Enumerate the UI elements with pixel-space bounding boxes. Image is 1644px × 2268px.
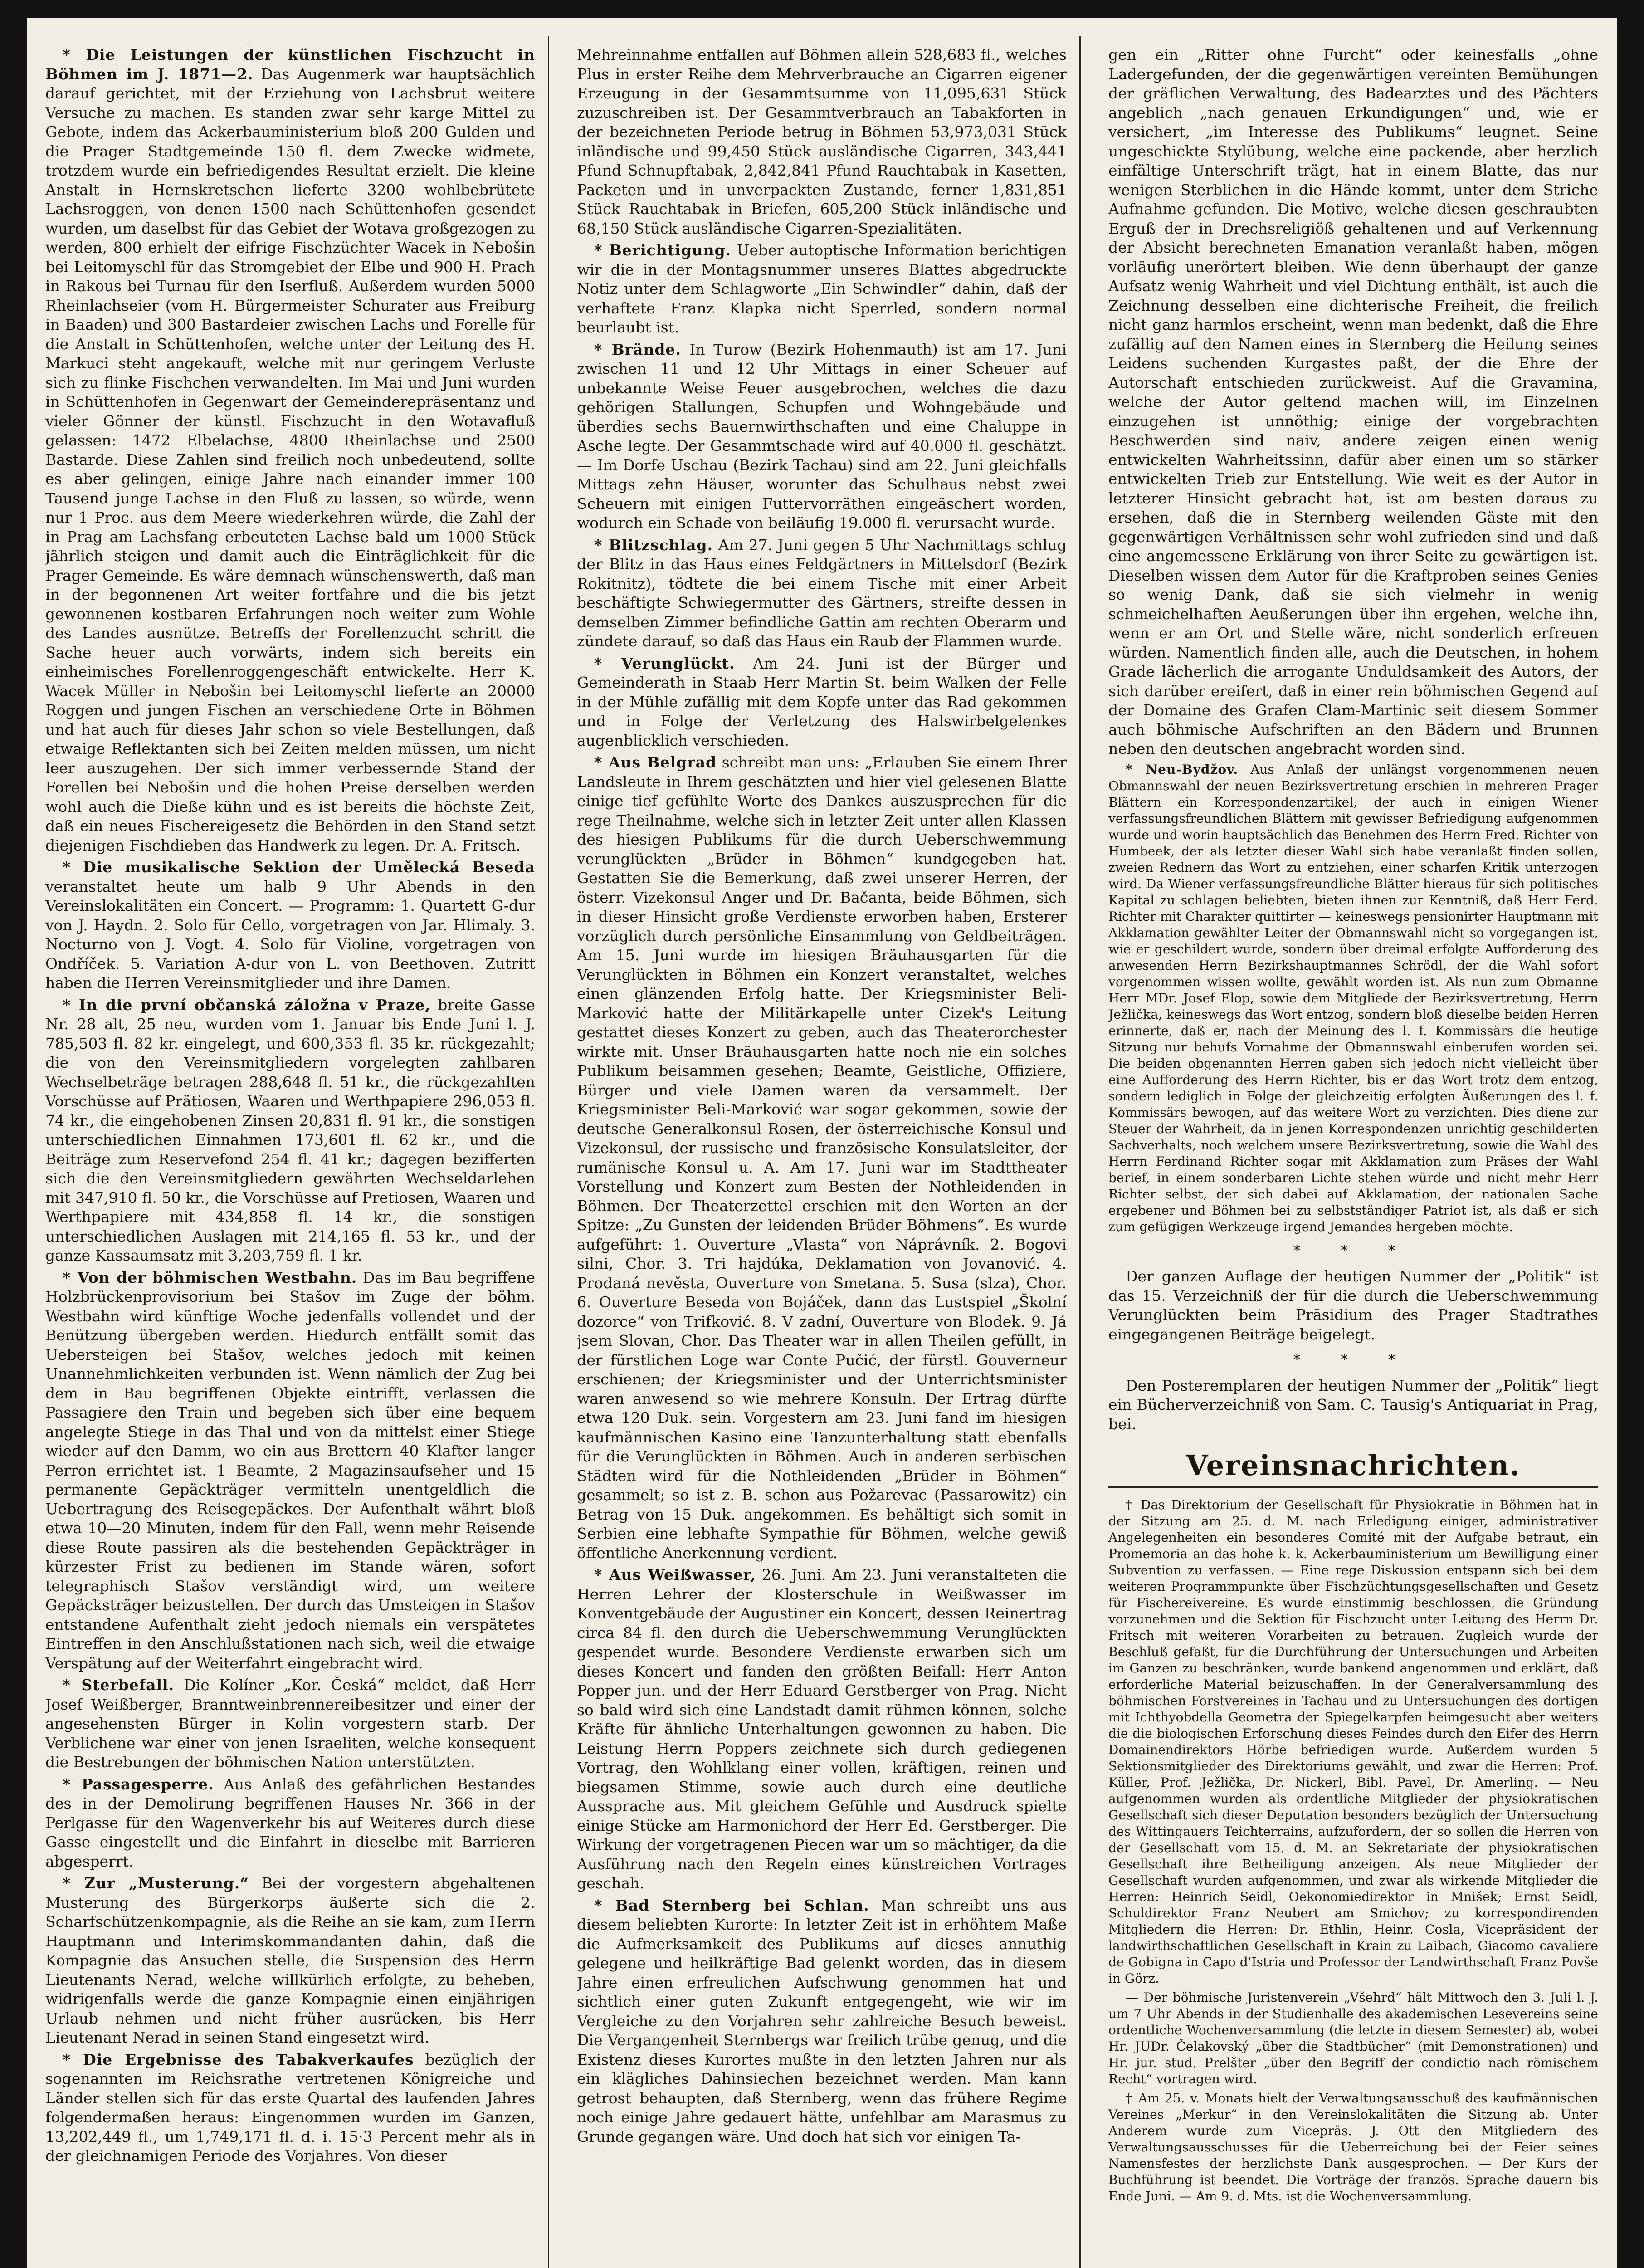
- article-heading: * Die Ergebnisse des Tabakverkaufes: [63, 2050, 414, 2068]
- article-neu-bydzov: [1108, 762, 1598, 1235]
- article-westbahn: [45, 1268, 535, 1673]
- article-heading: * Die Leistungen der künstlichen Fischzucht in Böhmen im J. 1871—2.: [45, 46, 535, 83]
- article-text: † Das Direktorium der Gesellschaft für Physiokratie in Böhmen hat in der Sitzung am 25. d. M. nach Erledigung einiger, administrativer Angelegenheiten ein besonderes Comité mit der Aufgabe betraut, ein Promemoria an das hohe k. k. Ackerbauministerium um Bewilligung einer Subvention zu verfassen. — Eine rege Diskussion entspann sich bei dem weiteren Programmpunkte über Fischzüchtungsgesellschaften und Gesetz für Fischereivereine. Es wurde einstimmig beschlossen, die Gründung vorzunehmen und die Sektion für Fischzucht unter Leitung des Herrn Dr. Fritsch mit weiteren Vorarbeiten zu betrauen. Zugleich wurde der Beschluß gefaßt, für die Durchführung der Untersuchungen und Arbeiten im Ganzen zu beschränken, wurde bankend angenommen und erklärt, daß erforderliche Material beizuschaffen. In der Generalversammlung des böhmischen Forstvereines in Tachau und zu Untersuchungen des dortigen mit Ichthyobdella Geometra der Spiegelkarpfen heimgesucht aber weiters die die biologischen Erforschung dieses Feindes durch den Eifer des Herrn Domainendirektors Hörbe befriedigen wurde. Außerdem wurden 5 Sektionsmitglieder des Direktoriums gewählt, und zwar die Herren: Prof. Küller, Prof. Ježlička, Dr. Nickerl, Bibl. Pavel, Dr. Amerling. — Neu aufgenommen wurden als ordentliche Mitglieder der physiokratischen Gesellschaft sich dieser Deputation besonders bezüglich der Untersuchung des Wittingauers Teichterrains, aufzufordern, der so sollen die Herren von der Gesellschaft vom 15. d. M. an Sekretariate der physiokratischen Gesellschaft ihre Betheiligung anzeigen. Als neue Mitglieder der Gesellschaft wurden aufgenommen, und zwar als wirkende Mitglieder die Herren: Heinrich Seidl, Oekonomiedirektor in Mnišek; Ernst Seidl, Schuldirektor Franz Neubert am Smichov; zu korrespondirenden Mitgliedern die Herren: Dr. Ethlin, Heinr. Cosla, Vicepräsident der landwirthschaftlichen Gesellschaft in Krain zu Laibach, Giacomo cavaliere de Gobigna in Capo d'Istria und Professor der Landwirthschaft Franz Povše in Görz.: [1108, 1497, 1598, 1986]
- article-sternberg-cont: [1108, 45, 1598, 759]
- notice-text: Den Posteremplaren der heutigen Nummer der „Politik“ liegt ein Bücherverzeichniß von Sam. C. Tausig's Antiquariat in Prag, bei.: [1108, 1376, 1598, 1433]
- article-berichtigung: [577, 241, 1067, 337]
- article-belgrad: [577, 753, 1067, 1563]
- article-text: Aus Anlaß des gefährlichen Bestandes des in der Demolirung begriffenen Hauses Nr. 366 in der Perlgasse für den Wagenverkehr bis auf Weiteres durch diese Gasse eingestellt und die Einfahrt in dieselbe mit Barrieren abgesperrt.: [45, 1775, 535, 1870]
- article-heading: * Aus Weißwasser,: [594, 1566, 756, 1584]
- article-text: Bei der vorgestern abgehaltenen Musterung des Bürgerkorps äußerte sich die 2. Scharfschützenkompagnie, als die Reihe an sie kam, zum Herrn Hauptmann und Interimskommandanten dahin, daß die Kompagnie das Ansuchen stelle, die Suspension des Herrn Lieutenants Nerad, welche willkürlich erfolgte, zu beheben, widrigenfalls werde die ganze Kompagnie einen einjährigen Urlaub nehmen und nicht früher ausrücken, bis Herr Lieutenant Nerad in seinen Stand eingesetzt wird.: [45, 1874, 535, 2046]
- article-tabakverkauf-cont: [577, 45, 1067, 238]
- article-text: In Turow (Bezirk Hohenmauth) ist am 17. Juni zwischen 11 und 12 Uhr Mittags in einer Scheuer auf unbekannte Weise Feuer ausgebrochen, welches die dazu gehörigen Stallungen, Schupfen und Wohngebäude und überdies sechs Bauernwirthschaften und eine Chaluppe in Asche legte. Der Gesammtschade wird auf 40.000 fl. geschätzt. — Im Dorfe Uschau (Bezirk Tachau) sind am 22. Juni gleichfalls Mittags zehn Häuser, worunter das Schulhaus nebst zwei Scheuern mit einigen Futtervorräthen eingeäschert worden, wodurch ein Schade von beiläufig 19.000 fl. verursacht wurde.: [577, 340, 1067, 532]
- article-merkur: [1108, 2090, 1598, 2204]
- article-verunglueckt: [577, 654, 1067, 751]
- article-text: Am 27. Juni gegen 5 Uhr Nachmittags schlug der Blitz in das Haus eines Feldgärtners in Mittelsdorf (Bezirk Rokitnitz), tödtete die bei einem Tische mit einer Arbeit beschäftigte Schwiegermutter des Gärtners, streifte dessen in demselben Zimmer befindliche Gattin am rechten Oberarm und zündete darauf, so daß das Haus ein Raub der Flammen wurde.: [577, 536, 1067, 650]
- article-zalozna: [45, 996, 535, 1266]
- article-text: bezüglich der sogenannten im Reichsrathe vertretenen Königreiche und Länder stellen sich für das erste Quartal des laufenden Jahres folgendermaßen heraus: Eingenommen wurden im Ganzen, 13,202,449 fl., um 1,749,171 fl. d. i. 15·3 Percent mehr als in der gleichnamigen Periode des Vorjahres. Von dieser: [45, 2050, 535, 2165]
- article-text: Ueber autoptische Information berichtigen wir die in der Montagsnummer unseres Blattes abgedruckte Notiz unter dem Schlagworte „Ein Schwindler“ dahin, daß der verhaftete Franz Klapka nicht Sperrled, sondern normal beurlaubt ist.: [577, 241, 1067, 336]
- column-1: [45, 45, 535, 2268]
- article-braende: [577, 340, 1067, 533]
- column-rule: [548, 36, 549, 2268]
- article-heading: * Berichtigung.: [594, 241, 732, 259]
- article-text: Am 24. Juni ist der Bürger und Gemeinderath in Staab Herr Martin St. beim Walken der Felle in der Mühle zufällig mit dem Kopfe unter das Rad gekommen und in Folge der Verletzung des Halswirbelgelenkes augenblicklich verschieden.: [577, 654, 1067, 749]
- article-vsehrd: [1108, 1989, 1598, 2087]
- separator-stars: * * *: [1293, 1352, 1414, 1368]
- article-text: — Der böhmische Juristenverein „Všehrd“ hält Mittwoch den 3. Juli l. J. um 7 Uhr Abends in der Studienhalle des akademischen Lesevereins seine ordentliche Wochenversammlung (die letzte in diesem Semester) ab, wobei Hr. JUDr. Čelakovský „über die Stadtbücher“ (mit Demonstrationen) und Hr. jur. stud. Prelšter „über den Begriff der condictio nach römischem Recht“ vortragen wird.: [1108, 1990, 1598, 2087]
- article-heading: * In die první občanská záložna v Praze,: [63, 996, 431, 1014]
- article-text: Die Kolíner „Kor. Česká“ meldet, daß Herr Josef Weißberger, Branntweinbrennereibesitzer und einer der angesehensten Bürger in Kolin vorgestern starb. Der Verblichene war einer von jenen Israeliten, welche konsequent die Bestrebungen der böhmischen Nation unterstützten.: [45, 1676, 535, 1771]
- article-fischzucht: [45, 45, 535, 855]
- notice-text: Der ganzen Auflage der heutigen Nummer der „Politik“ ist das 15. Verzeichniß der für die durch die Ueberschwemmung Verunglückten beim Präsidium des Prager Stadtrathes eingegangenen Beiträge beigelegt.: [1108, 1267, 1598, 1343]
- article-text: Aus Anlaß der unlängst vorgenommenen neuen Obmannswahl der neuen Bezirksvertretung erschien in mehreren Prager Blättern ein Korrespondenzartikel, der auch in einigen Wiener verfassungsfreundlichen Blättern mit gewisser Befriedigung aufgenommen wurde und worin hauptsächlich das Benehmen des Herrn Fred. Richter von Humbeek, der als letzter dieser Wahl sich habe veranlaßt finden sollen, zweien Rednern das Wort zu entziehen, einer scharfen Kritik unterzogen wird. Da Wiener verfassungsfreundliche Blätter hieraus für sich politisches Kapital zu schlagen beliebten, bieten ihnen zur Kenntniß, daß Herr Ferd. Richter mit Charakter quittirter — keineswegs pensionirter Hauptmann mit Akklamation gewählter Leiter der Obmannswahl nicht so vorgegangen ist, wie er geschildert wurde, sondern über dreimal erfolgte Aufforderung des anwesenden Herrn Bezirkshauptmannes Schrödl, der die Wahl sofort vorgenommen wissen wollte, gewählt worden ist. Als nun zum Obmanne Herr MDr. Josef Elop, sowie dem Mitgliede der Bezirksvertretung, Herrn Ježlička, keineswegs das Wort entzog, sondern bloß dieselbe beiden Herren erinnerte, daß er, nach der Meinung des l. f. Kommissärs die heutige Sitzung nur behufs Vornahme der Obmannswahl einberufen worden sei. Die beiden obgenannten Herren gaben sich jedoch nicht vielleicht über eine Aufforderung des Herrn Richter, bis er das Wort trotz dem entzog, sondern lediglich in Folge der gleichzeitig erfolgten Äußerungen des l. f. Kommissärs bewogen, auf das weitere Wort zu verzichten. Dies diene zur Steuer der Wahrheit, da in jenen Korrespondenzen unrichtig geschilderten Sachverhalts, noch welchem unsere Bezirksvertretung, sowie die Wahl des Herrn Ferdinand Richter sogar mit Akklamation zum Präses der Wahl berief, in einem sonderbaren Lichte stehen würde und nicht mehr Herr Richter selbst, der sich dabei auf Akklamation, der nationalen Sache ergebener und Böhmen bei zu selbstständiger Patriot ist, als daß er sich zum gefügigen Werkzeuge irgend Jemandes hergeben möchte.: [1108, 762, 1598, 1234]
- article-heading: * Bad Sternberg bei Schlan.: [594, 1896, 869, 1914]
- article-text: † Am 25. v. Monats hielt der Verwaltungsausschuß des kaufmännischen Vereines „Merkur“ in den Vereinslokalitäten die Sitzung ab. Unter Anderem wurde zum Vicepräs. J. Ott den Mitgliedern des Verwaltungsausschusses für die Ueberreichung bei der Feier seines Namensfestes der herzlichste Dank ausgesprochen. — Der Kurs der Buchführung ist beendet. Die Vorträge der französ. Sprache dauern bis Ende Juni. — Am 9. d. Mts. ist die Wochenversammlung.: [1108, 2091, 1598, 2204]
- article-sternberg: [577, 1896, 1067, 2147]
- article-heading: * Neu-Bydžov.: [1126, 762, 1239, 777]
- article-heading: * Sterbefall.: [63, 1676, 175, 1694]
- article-sterbefall: [45, 1676, 535, 1772]
- article-heading: * Zur „Musterung.“: [63, 1874, 249, 1892]
- article-text: Das im Bau begriffene Holzbrückenprovisorium bei Stašov im Zuge der böhm. Westbahn wird künftige Woche jedenfalls vollendet und der Benützung übergeben werden. Hiedurch entfällt somit das Uebersteigen bei Stašov, welches jedoch mit keinen Unannehmlichkeiten verbunden ist. Wenn nämlich der Zug bei dem in Bau begriffenen Objekte eintrifft, verlassen die Passagiere den Train und begeben sich über eine bequem angelegte Stiege in das Thal und von da mittelst einer Stiege wieder auf den Damm, wo ein aus Brettern 40 Klafter langer Perron errichtet ist. 1 Beamte, 2 Magazinsaufseher und 15 permanente Gepäckträger vermitteln unentgeldlich die Uebertragung des Reisegepäckes. Der Aufenthalt währt bloß etwa 10—20 Minuten, indem für den Fall, wenn mehr Reisende diese Route passiren als die bestehenden Gepäckträger in kürzester Frist zu bedienen im Stande wären, sofort telegraphisch Stašov verständigt wird, um weitere Gepäcksträger beizustellen. Der durch das Umsteigen in Stašov entstandene Aufenthalt zieht jedoch niemals ein verspätetes Eintreffen in den Anschlußstationen nach sich, weil die etwaige Verspätung auf der Weiterfahrt eingebracht wird.: [45, 1268, 535, 1672]
- article-heading: * Von der böhmischen Westbahn.: [63, 1268, 357, 1286]
- article-heading: * Aus Belgrad: [594, 753, 717, 771]
- article-heading: * Brände.: [594, 340, 681, 358]
- article-text: Das Augenmerk war hauptsächlich darauf gerichtet, mit der Erziehung von Lachsbrut weitere Versuche zu machen. Es standen zwar sehr karge Mittel zu Gebote, indem das Ackerbauministerium bloß 200 Gulden und die Prager Stadtgemeinde 150 fl. dem Zwecke widmete, trotzdem wurde ein befriedigendes Resultat erzielt. Die kleine Anstalt in Hernskretschen lieferte 3200 wohlbebrütete Lachsroggen, von denen 1500 nach Schüttenhofen gesendet wurden, um daselbst für das Gebiet der Wotava großgezogen zu werden, 800 erhielt der eifrige Fischzüchter Wacek in Nebošin bei Leitomyschl für das Stromgebiet der Elbe und 900 H. Prach in Rakous bei Turnau für den Iserfluß. Außerdem wurden 5000 Rheinlachseier (vom H. Bürgermeister Schurater aus Freiburg in Baaden) und 300 Bastardeier zwischen Lachs und Forelle für die Anstalt in Schüttenhofen, welche unter der Leitung des H. Markuci steht angekauft, welche mit nur geringem Verluste sich zu flinke Fischchen verwandelten. Im Mai und Juni wurden in Schüttenhofen in Gegenwart der Gemeinderepräsentanz und vieler Gönner der künstl. Fischzucht in den Wotavafluß gelassen: 1472 Elbelachse, 4800 Rheinlachse und 2500 Bastarde. Diese Zahlen sind freilich noch unbedeutend, sollte es aber gelingen, einige Jahre nach einander immer 100 Tausend junge Lachse in den Fluß zu lassen, so würde, wenn nur 1 Proc. aus dem Meere wiederkehren würde, die Zahl der in Prag am Lachsfang erbeuteten Lachse bald um 1000 Stück jährlich steigen und damit auch die Einträglichkeit für die Prager Gemeinde. Es wäre demnach wünschenswerth, daß man in der begonnenen Art weiter fortfahre und die bis jetzt gewonnenen kostbaren Erfahrungen noch weiter zum Wohle des Landes ausnütze. Betreffs der Forellenzucht schritt die Sache heuer auch vorwärts, indem sich bereits ein einheimisches Forellenroggengeschäft entwickelte. Herr K. Wacek Müller in Nebošin bei Leitomyschl lieferte an 20000 Roggen und jungen Fischen an verschiedene Orte in Böhmen und hat auch für dieses Jahr schon so viele Bestellungen, daß etwaige Reflektanten sich bei Zeiten melden müssen, um nicht leer auszugehen. Der sich immer verbessernde Stand der Forellen bei Nebošin und die hohen Preise derselben werden wohl auch die Dieße kühn und es ist bereits die höchste Zeit, daß ein neues Fischereigesetz die Behörden in den Stand setzt diejenigen Fischdieben das Handwerk zu legen. Dr. A. Fritsch.: [45, 65, 535, 854]
- article-passagesperre: [45, 1775, 535, 1872]
- article-text: Man schreibt uns aus diesem beliebten Kurorte: In letzter Zeit ist in erhöhtem Maße die Aufmerksamkeit des Publikums auf dieses annuthig gelegene und heilkräftige Bad gelenkt worden, das in diesem Jahre einen erfreulichen Aufschwung genommen hat und sichtlich einer guten Zukunft entgegengeht, wie wir im Vergleiche zu den Vorjahren sehr zahlreiche Besuch beweist. Die Vergangenheit Sternbergs war freilich trübe genug, und die Existenz dieses Kurortes mußte in den letzten Jahren nur als ein klägliches Dahinsiechen bezeichnet werden. Man kann getrost behaupten, daß Sternberg, wenn das frühere Regime noch einige Jahre gedauert hätte, unfehlbar am Marasmus zu Grunde gegangen wäre. Und doch hat sich vor einigen Ta-: [577, 1896, 1067, 2146]
- article-musterung: [45, 1874, 535, 2048]
- article-heading: * Die musikalische Sektion der Umělecká Beseda: [63, 858, 535, 876]
- article-tabakverkauf: [45, 2050, 535, 2166]
- article-heading: * Verunglückt.: [594, 654, 735, 672]
- article-heading: * Passagesperre.: [63, 1775, 214, 1793]
- newspaper-page: [27, 18, 1617, 2268]
- notice-buecherverzeichniss: [1108, 1376, 1598, 1434]
- section-title: Vereinsnachrichten.: [1108, 1447, 1598, 1488]
- article-physiokratie: [1108, 1497, 1598, 1987]
- article-blitzschlag: [577, 536, 1067, 651]
- separator-stars: * * *: [1293, 1242, 1414, 1259]
- article-heading: * Blitzschlag.: [594, 536, 713, 554]
- article-weisswasser: [577, 1565, 1067, 1893]
- article-text: schreibt man uns: „Erlauben Sie einem Ihrer Landsleute in Ihrem geschätzten und hier viel gelesenen Blatte einige tief gefühlte Worte des Dankes auszusprechen für die rege Theilnahme, welche sich in letzter Zeit unter allen Klassen des hiesigen Publikums für die durch Ueberschwemmung verunglückten „Brüder in Böhmen“ kundgegeben hat. Gestatten Sie die Bemerkung, daß zwei unserer Herren, der österr. Vizekonsul Anger und Dr. Bačanta, beide Böhmen, sich in dieser Hinsicht große Verdienste erworben haben, Ersterer vorzüglich durch persönliche Einsammlung von Geldbeiträgen. Am 15. Juni wurde im hiesigen Bräuhausgarten für die Verunglückten in Böhmen ein Konzert veranstaltet, welches einen glänzenden Erfolg hatte. Der Kriegsminister Beli-Marković hatte der Militärkapelle unter Cizek's Leitung gestattet dieses Konzert zu geben, auch das Theaterorchester wirkte mit. Unser Bräuhausgarten hatte noch nie ein solches Publikum beisammen gesehen; Beamte, Geistliche, Offiziere, Bürger und viele Damen waren da versammelt. Der Kriegsminister Beli-Marković war sogar gekommen, sowie der deutsche Generalkonsul Rosen, der österreichische Konsul und Vizekonsul, der russische und französische Konsulatsleiter, der rumänische Konsul u. A. Am 17. Juni war im Stadttheater Vorstellung und Konzert zum Besten der Nothleidenden in Böhmen. Der Theaterzettel erschien mit den Worten an der Spitze: „Zu Gunsten der leidenden Brüder Böhmens“. Es wurde aufgeführt: 1. Ouverture „Vlasta“ von Náprávník. 2. Bogovi silni, Chor. 3. Tri hajdúka, Deklamation von Jovanović. 4. Prodaná nevěsta, Ouverture von Smetana. 5. Susa (slza), Chor. 6. Ouverture Beseda von Bojáček, dann das Lustspiel „Školní dozorce“ von Trifković. 8. V zadní, Ouverture von Blodek. 9. Já jsem Slovan, Chor. Das Theater war in allen Theilen gefüllt, in der fürstlichen Loge war Conte Pučić, der fürstl. Gouverneur erschienen; der Kriegsminister und der Unterrichtsminister waren anwesend so wie mehrere Konsuln. Der Ertrag dürfte etwa 120 Duk. sein. Vorgestern am 23. Juni fand im hiesigen kaufmännischen Kasino eine Tanzunterhaltung statt ebenfalls für die Verunglückten in Böhmen. Auch in anderen serbischen Städten wird für die Nothleidenden „Brüder in Böhmen“ gesammelt; so ist z. B. schon aus Požarevac (Passarowitz) ein Betrag von 15 Duk. angekommen. Es behältigt sich somit in Serbien eine lebhafte Sympathie für Böhmen, welche gewiß öffentliche Anerkennung verdient.: [577, 753, 1067, 1562]
- article-text: breite Gasse Nr. 28 alt, 25 neu, wurden vom 1. Januar bis Ende Juni l. J. 785,503 fl. 82 kr. eingelegt, und 600,353 fl. 35 kr. rückgezahlt; die von den Vereinsmitgliedern vorgelegten zahlbaren Wechselbeträge betragen 288,648 fl. 51 kr., die rückgezahlten Vorschüsse auf Prätiosen, Waaren und Werthpapiere 296,053 fl. 74 kr., die eingehobenen Zinsen 20,831 fl. 91 kr., die sonstigen unterschiedlichen Einnahmen 173,601 fl. 62 kr., und die Beiträge zum Reservefond 254 fl. 41 kr.; dagegen bezifferten sich die den Vereinsmitgliedern gewährten Wechseldarlehen mit 347,910 fl. 50 kr., die Vorschüsse auf Pretiosen, Waaren und Werthpapiere mit 434,858 fl. 14 kr., die sonstigen unterschiedlichen Auslagen mit 214,165 fl. 53 kr., und der ganze Kassaumsatz mit 3,203,759 fl. 1 kr.: [45, 996, 535, 1264]
- column-2: [577, 45, 1067, 2268]
- article-text: Mehreinnahme entfallen auf Böhmen allein 528,683 fl., welches Plus in erster Reihe dem Mehrverbrauche an Cigarren eigener Erzeugung in der Gesammtsumme von 11,095,631 Stück zuzuschreiben ist. Der Gesammtverbrauch an Tabakforten in der bezeichneten Periode betrug in Böhmen 53,973,031 Stück inländische und 99,450 Stück ausländische Cigarren, 343,441 Pfund Schnupftabak, 2,842,841 Pfund Rauchtabak in Kasetten, Packeten und in unverpackten Zustande, ferner 1,831,851 Stück Rauchtabak in Briefen, 605,200 Stück inländische und 68,150 Stück ausländische Cigarren-Spezialitäten.: [577, 46, 1067, 237]
- article-musikalische-sektion: [45, 858, 535, 993]
- column-rule: [1079, 36, 1081, 2268]
- article-text: 26. Juni. Am 23. Juni veranstalteten die Herren Lehrer der Klosterschule in Weißwasser im Konventgebäude der Augustiner ein Koncert, dessen Reinertrag circa 84 fl. den durch die Ueberschwemmung Verunglückten gespendet wurde. Besondere Verdienste erwarben sich um dieses Koncert und fanden den größten Beifall: Herr Anton Popper jun. und der Herr Eduard Gerstberger von Prag. Nicht so bald wird sich eine Landstadt damit rühmen können, solche Kräfte für ähnliche Unterhaltungen gewonnen zu haben. Die Leistung Herrn Poppers zeichnete sich durch gediegenen Vortrag, den Wohlklang einer vollen, kräftigen, reinen und biegsamen Stimme, sowie auch durch eine deutliche Aussprache aus. Mit gleichem Gefühle und Ausdruck spielte einige Stücke am Harmonichord der Herr Ed. Gerstberger. Die Wirkung der vorgetragenen Piecen war um so mächtiger, da die Ausführung nach den Regeln eines künstreichen Vortrages geschah.: [577, 1566, 1067, 1892]
- article-text: gen ein „Ritter ohne Furcht“ oder keinesfalls „ohne Ladergefunden, der die gegenwärtigen vereinten Bemühungen der gräflichen Verwaltung, des Badearztes und des Pächters angeblich „nach genauen Erkundigungen“ und, wie er versichert, „im Interesse des Publikums“ leugnet. Seine ungeschickte Stylübung, welche eine packende, aber herzlich einfältige Unterschrift trägt, hat in einem Blatte, das nur wenigen Sterblichen in die Hände kommt, unter dem Striche Aufnahme gefunden. Die Motive, welche diesen geschraubten Erguß der in Drechsreligiöß gehaltenen und auf Verkennung der Absicht berechneten Emanation veranlaßt haben, mögen vorläufig unerörtert bleiben. Wie denn überhaupt der ganze Aufsatz wenig Wahrheit und viel Dichtung enthält, ist auch die Zeichnung desselben eine dichterische Freiheit, die freilich nicht ganz harmlos erscheint, wenn man bedenkt, daß die Ehre zufällig auf den Namen eines in Sternberg die Heilung seines Leidens suchenden Kurgastes paßt, der die Ehre der Autorschaft entschieden zurückweist. Auf die Gravamina, welche der Autor geltend machen will, im Einzelnen einzugehen ist unnöthig; einige der vorgebrachten Beschwerden sind naiv, andere zeigen einen wenig entwickelten Wahrheitssinn, dafür aber einen um so stärker entwickelten Trieb zur Entstellung. Wie weit es der Autor in letzterer Hinsicht gebracht hat, ist am besten daraus zu ersehen, daß die in Sternberg weilenden Gäste mit den gegenwärtigen Verhältnissen sehr wohl zufrieden sind und daß eine angemessene Erklärung von ihrer Seite zu gewärtigen ist. Dieselben wissen dem Autor für die Kraftproben seines Genies so wenig Dank, daß sie sich vielmehr in wenig schmeichelhaften Aeußerungen über ihn ergehen, welche ihn, wenn er am Ort und Stelle wäre, nicht sonderlich erfreuen würden. Namentlich finden alle, auch die Deutschen, in hohem Grade lächerlich die arrogante Unduldsamkeit des Autors, der sich darüber ereifert, daß in einer rein böhmischen Gegend auf der Domaine des Grafen Clam-Martinic seit diesem Sommer auch böhmische Aufschriften an den Bädern und Brunnen neben den deutschen angebracht worden sind.: [1108, 46, 1598, 758]
- notice-verzeichniss: [1108, 1267, 1598, 1344]
- column-3: [1108, 45, 1598, 2268]
- article-text: veranstaltet heute um halb 9 Uhr Abends in den Vereinslokalitäten ein Concert. — Programm: 1. Quartett G-dur von J. Haydn. 2. Solo für Cello, vorgetragen von Jar. Hlimaly. 3. Nocturno von J. Vogt. 4. Solo für Violine, vorgetragen von Ondříček. 5. Variation A-dur von L. von Beethoven. Zutritt haben die Herren Vereinsmitglieder und ihre Damen.: [45, 877, 535, 992]
